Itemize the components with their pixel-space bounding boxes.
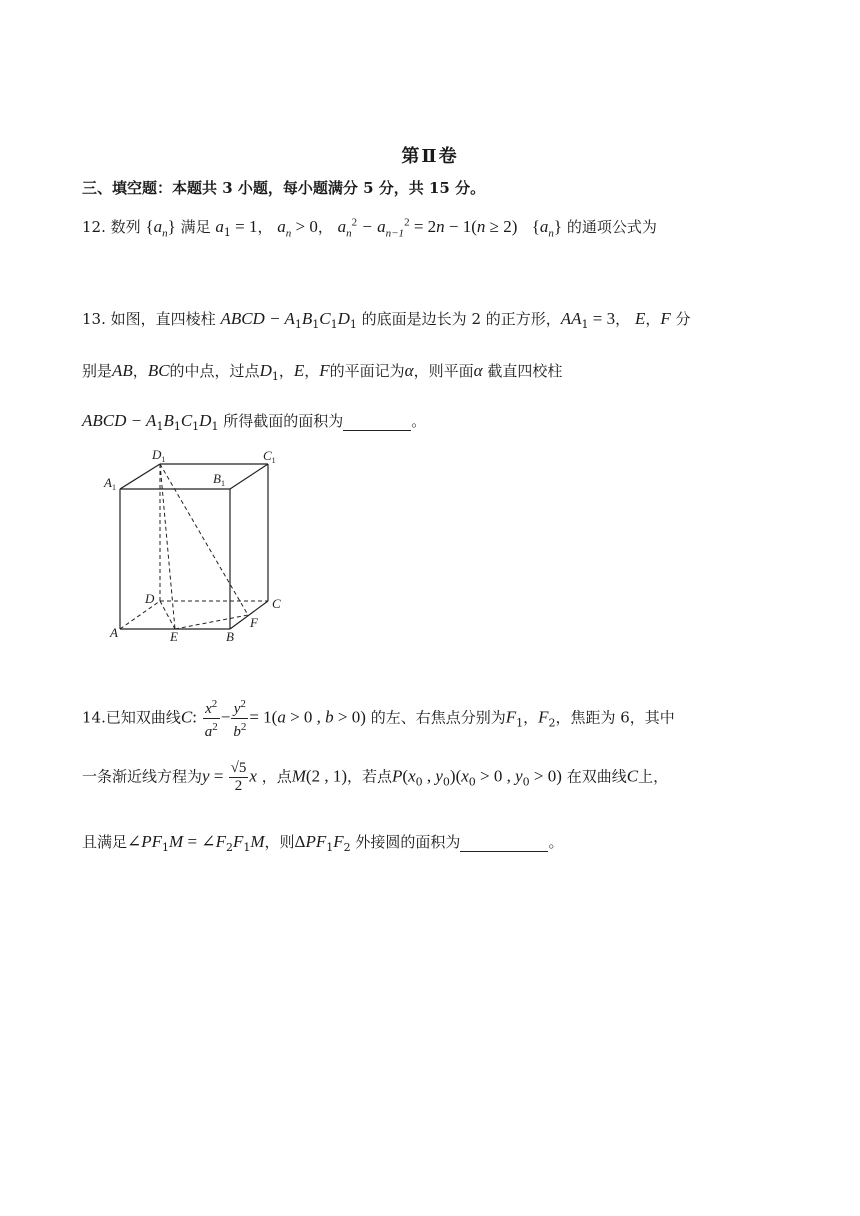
label-C: C (272, 596, 281, 611)
label-C1: $C_1$ (263, 448, 276, 465)
label-A1: $A_1$ (104, 475, 116, 492)
q12-cond-1: a (215, 217, 224, 236)
prism-figure (100, 446, 290, 650)
label-E: E (170, 629, 178, 644)
q12-cond-2: $a_n$ (277, 217, 292, 240)
q13-answer-blank (343, 412, 411, 431)
question-14-line-3: 且满足$\angle PF_1M$ = $\angle F_2F_1M$，则$\Delta PF_1F_2$ 外接圆的面积为 。 (82, 832, 564, 854)
question-13-line-3: ABCD − $A_1B_1C_1D_1$ 所得截面的面积为 。 (82, 411, 427, 433)
question-12: 12. 数列 $\{a_n\}$ 满足 $a_1 = 1$， $a_n > 0$， $a_n^2 - a_{n-1}^2 = 2n - 1(n \ge 2)$ $\{a_n\}$ 的通项公式为 (82, 216, 657, 240)
label-F: F (250, 615, 258, 630)
q12-text-5: 的通项公式为 (566, 218, 657, 236)
section-heading: 三、填空题：本题共 3 小题，每小题满分 5 分，共 15 分。 (82, 179, 486, 197)
label-D: D (145, 591, 155, 606)
q12-number: 12. (82, 218, 106, 236)
label-B1: $B_1$ (213, 471, 225, 488)
q14-answer-blank (460, 833, 548, 852)
question-14-line-2: 一条渐近线方程为y = $\frac{√5}{2}$ x ，点M(2 , 1)，若点$P(x_0$ , $y_0)(x_0 > 0$ , $y_0 > 0$) 在双曲线C上， (82, 760, 669, 794)
question-13-line-2: 别是AB，BC的中点，过点$D_1$，E，F的平面记为α，则平面α 截直四校柱 (82, 361, 563, 383)
page-title: 第Ⅱ卷 (401, 146, 459, 167)
question-13-line-1: 13. 如图，直四棱柱 ABCD − $A_1B_1C_1D_1$ 的底面是边长为 2 的正方形，$AA_1 = 3$， E，F 分 (82, 309, 691, 331)
label-D1: $D_1$ (152, 447, 166, 464)
q12-seq-a: $\{a_n\}$ (145, 217, 176, 240)
question-14-line-1: 14.已知双曲线C: $\frac{x^2}{a^2}$ − $\frac{y^2}{b^2}$ = 1(a > 0 , b > 0) 的左、右焦点分别为$F_1$，$F_2$，焦距为 6，其中 (82, 698, 675, 740)
q12-text-2: 满足 (180, 218, 211, 236)
q12-text-1: 数列 (110, 218, 141, 236)
prism-diagram (100, 446, 290, 646)
q12-recurrence: $a_n^2 - a_{n-1}^2 = 2n - 1(n \ge 2)$ (337, 216, 518, 240)
q12-seq-b: $\{a_n\}$ (531, 217, 563, 240)
label-A: A (110, 625, 118, 640)
label-B: B (226, 629, 234, 644)
